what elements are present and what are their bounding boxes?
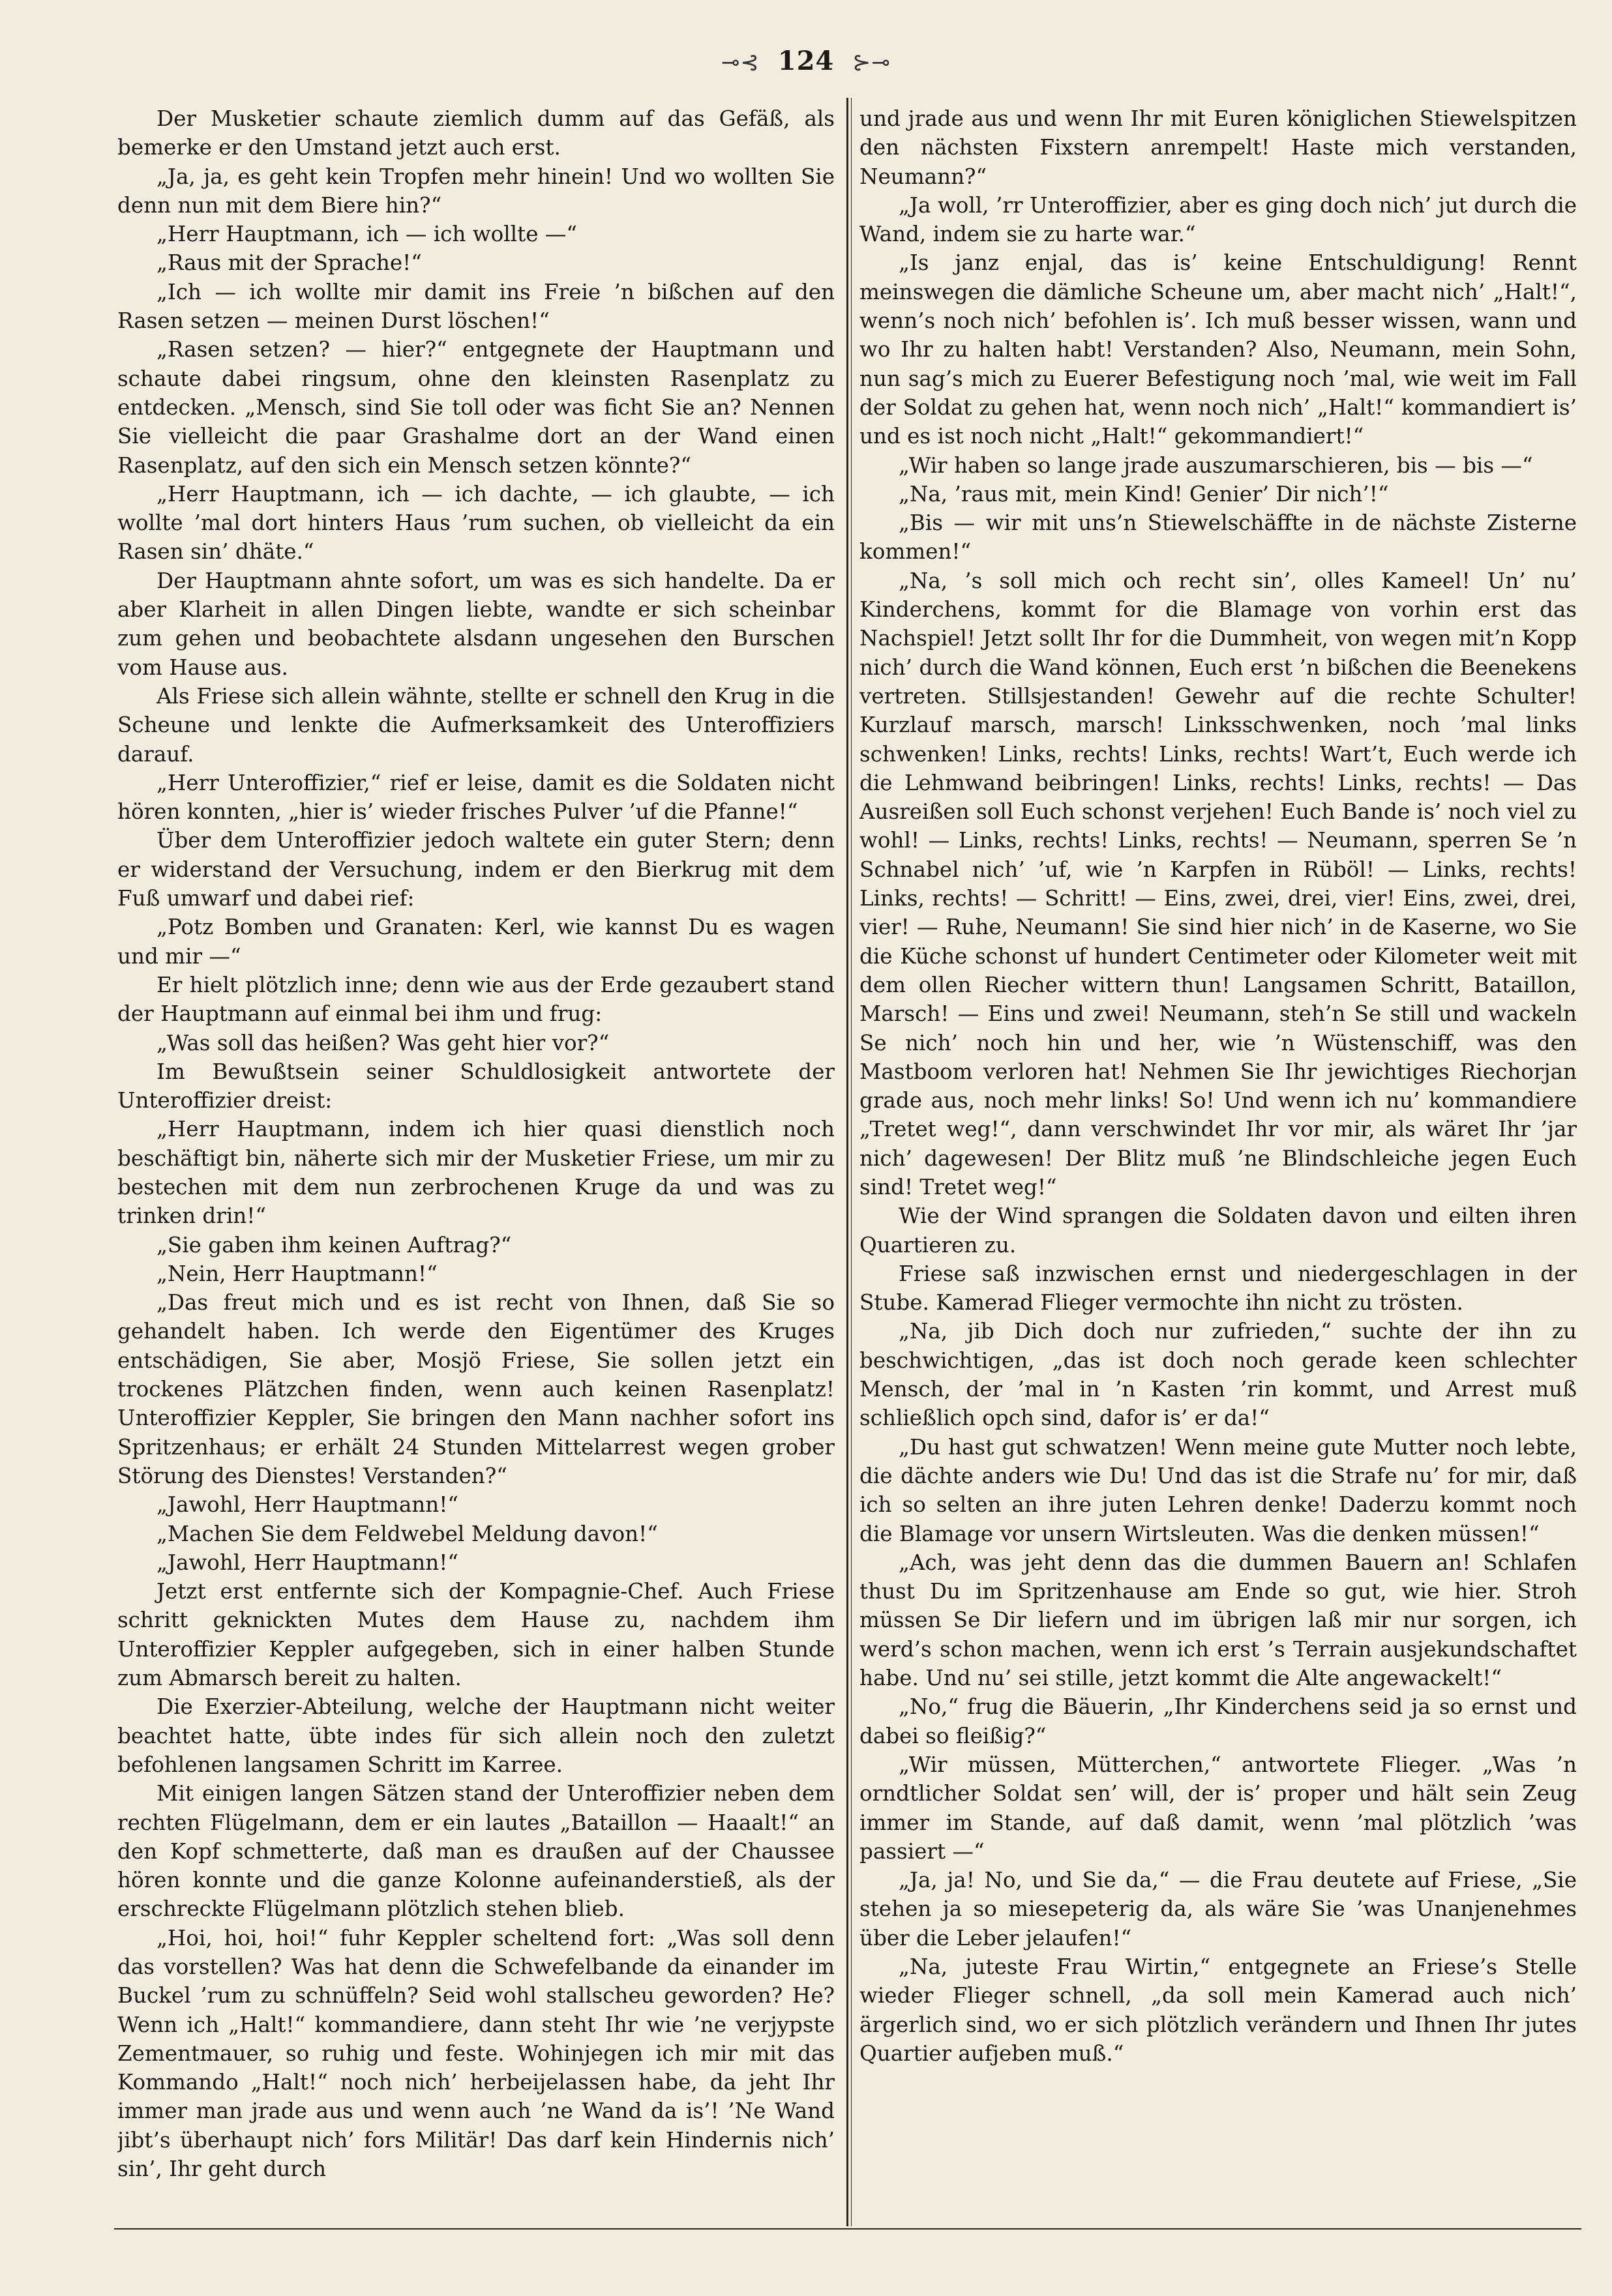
left-text-column xyxy=(117,104,835,2223)
page-number: 124 xyxy=(777,46,835,76)
paragraph: „Na, juteste Frau Wirtin,“ entgegnete an Friese’s Stelle wieder Flieger schnell, „da soll mein Kamerad auch nich’ ärgerlich sind, wo er sich plötzlich verändern und Ihnen Ihr jutes Quartier aufjeben muß.“ xyxy=(859,1954,1577,2066)
paragraph: „Was soll das heißen? Was geht hier vor?“ xyxy=(157,1030,610,1055)
column-divider xyxy=(846,98,848,2226)
column-divider-thin xyxy=(851,98,852,2226)
paragraph: Im Bewußtsein seiner Schuldlosigkeit antwortete der Unteroffizier dreist: xyxy=(117,1059,835,1113)
paragraph: „Potz Bomben und Granaten: Kerl, wie kannst Du es wagen und mir —“ xyxy=(117,915,835,969)
paragraph: Als Friese sich allein wähnte, stellte er schnell den Krug in die Scheune und lenkte die Aufmerksamkeit des Unteroffiziers darauf. xyxy=(117,683,835,767)
paragraph: und jrade aus und wenn Ihr mit Euren königlichen Stiewelspitzen den nächsten Fixstern anrempelt! Haste mich verstanden, Neumann?“ xyxy=(859,106,1577,189)
paragraph: Der Musketier schaute ziemlich dumm auf das Gefäß, als bemerke er den Umstand jetzt auch erst. xyxy=(117,106,835,160)
paragraph: Die Exerzier-Abteilung, welche der Hauptmann nicht weiter beachtet hatte, übte indes für sich allein noch den zuletzt befohlenen langsamen Schritt im Karree. xyxy=(117,1694,835,1777)
page-header xyxy=(0,46,1612,76)
bottom-rule xyxy=(114,2228,1581,2230)
paragraph: „Jawohl, Herr Hauptmann!“ xyxy=(157,1550,458,1575)
paragraph: „Wir haben so lange jrade auszumarschieren, bis — bis —“ xyxy=(899,452,1533,478)
paragraph: Wie der Wind sprangen die Soldaten davon und eilten ihren Quartieren zu. xyxy=(859,1203,1577,1258)
paragraph: „Machen Sie dem Feldwebel Meldung davon!“ xyxy=(157,1521,658,1546)
paragraph: „Na, ’raus mit, mein Kind! Genier’ Dir nich’!“ xyxy=(899,481,1389,507)
ornament-left: ⊸⊰ xyxy=(721,50,760,76)
paragraph: „Wir müssen, Mütterchen,“ antwortete Flieger. „Was ’n orndtlicher Soldat sen’ will, der is’ proper und hält sein Zeug immer im Stande, auf daß damit, wenn ’mal plötzlich ’was passiert —“ xyxy=(859,1752,1577,1864)
paragraph: „Du hast gut schwatzen! Wenn meine gute Mutter noch lebte, die dächte anders wie Du! Und das ist die Strafe nu’ for mir, daß ich so selten an ihre juten Lehren denke! Daderzu kommt noch die Blamage vor unsern Wirtsleuten. Was die denken müssen!“ xyxy=(859,1434,1577,1546)
paragraph: „Hoi, hoi, hoi!“ fuhr Keppler scheltend fort: „Was soll denn das vorstellen? Was hat denn die Schwefelbande da einander im Buckel ’rum zu schnüffeln? Seid wohl stallscheu geworden? He? Wenn ich „Halt!“ kommandiere, dann steht Ihr wie ’ne verjypste Zementmauer, so ruhig und feste. Wohinjegen ich mir mit das Kommando „Halt!“ noch nich’ herbeijelassen habe, da jeht Ihr immer man jrade aus und wenn auch ’ne Wand da is’! ’Ne Wand jibt’s überhaupt nich’ fors Militär! Das darf kein Hindernis nich’ sin’, Ihr geht durch xyxy=(117,1925,835,2182)
paragraph: „Ja, ja! No, und Sie da,“ — die Frau deutete auf Friese, „Sie stehen ja so miesepeterig da, als wäre Sie ’was Unanjenehmes über die Leber jelaufen!“ xyxy=(859,1868,1577,1950)
paragraph: Friese saß inzwischen ernst und niedergeschlagen in der Stube. Kamerad Flieger vermochte ihn nicht zu trösten. xyxy=(859,1261,1577,1316)
paragraph: „Ja, ja, es geht kein Tropfen mehr hinein! Und wo wollten Sie denn nun mit dem Biere hin?“ xyxy=(117,164,835,218)
paragraph: „No,“ frug die Bäuerin, „Ihr Kinderchens seid ja so ernst und dabei so fleißig?“ xyxy=(859,1694,1577,1748)
paragraph: Über dem Unteroffizier jedoch waltete ein guter Stern; denn er widerstand der Versuchung, indem er den Bierkrug mit dem Fuß umwarf und dabei rief: xyxy=(117,828,835,911)
ornament-right: ⊱⊸ xyxy=(852,50,891,76)
paragraph: „Herr Hauptmann, indem ich hier quasi dienstlich noch beschäftigt bin, näherte sich mir der Musketier Friese, um mir zu bestechen mit dem nun zerbrochenen Kruge da und was zu trinken drin!“ xyxy=(117,1117,835,1229)
paragraph: „Herr Hauptmann, ich — ich dachte, — ich glaubte, — ich wollte ’mal dort hinters Haus ’rum suchen, ob vielleicht da ein Rasen sin’ dhäte.“ xyxy=(117,481,835,565)
paragraph: „Ja woll, ’rr Unteroffizier, aber es ging doch nich’ jut durch die Wand, indem sie zu harte war.“ xyxy=(859,192,1577,247)
paragraph: Der Hauptmann ahnte sofort, um was es sich handelte. Da er aber Klarheit in allen Dingen liebte, wandte er sich scheinbar zum gehen und beobachtete alsdann ungesehen den Burschen vom Hause aus. xyxy=(117,568,835,680)
paragraph: „Ach, was jeht denn das die dummen Bauern an! Schlafen thust Du im Spritzenhause am Ende so gut, wie hier. Stroh müssen Se Dir liefern und im übrigen laß mir nur sorgen, ich werd’s schon machen, wenn ich erst ’s Terrain ausjekundschaftet habe. Und nu’ sei stille, jetzt kommt die Alte angewackelt!“ xyxy=(859,1550,1577,1691)
paragraph: Jetzt erst entfernte sich der Kompagnie-Chef. Auch Friese schritt geknickten Mutes dem Hause zu, nachdem ihm Unteroffizier Keppler aufgegeben, sich in einer halben Stunde zum Abmarsch bereit zu halten. xyxy=(117,1579,835,1691)
paragraph: „Raus mit der Sprache!“ xyxy=(157,250,422,276)
paragraph: Mit einigen langen Sätzen stand der Unteroffizier neben dem rechten Flügelmann, dem er ein lautes „Bataillon — Haaalt!“ an den Kopf schmetterte, daß man es draußen auf der Chaussee hören konnte und die ganze Kolonne aufeinanderstieß, als der erschreckte Flügelmann plötzlich stehen blieb. xyxy=(117,1781,835,1922)
paragraph: „Is janz enjal, das is’ keine Entschuldigung! Rennt meinswegen die dämliche Scheune um, aber macht nich’ „Halt!“, wenn’s noch nich’ befohlen is’. Ich muß besser wissen, wann und wo Ihr zu halten habt! Verstanden? Also, Neumann, mein Sohn, nun sag’s mich zu Euerer Befestigung noch ’mal, wie weit im Fall der Soldat zu gehen hat, wenn noch nich’ „Halt!“ kommandiert is’ und es ist noch nicht „Halt!“ gekommandiert!“ xyxy=(859,250,1577,449)
paragraph: „Herr Unteroffizier,“ rief er leise, damit es die Soldaten nicht hören konnten, „hier is’ wieder frisches Pulver ’uf die Pfanne!“ xyxy=(117,770,835,825)
paragraph: „Das freut mich und es ist recht von Ihnen, daß Sie so gehandelt haben. Ich werde den Eigentümer des Kruges entschädigen, Sie aber, Mosjö Friese, Sie sollen jetzt ein trockenes Plätzchen finden, wenn auch keinen Rasenplatz! Unteroffizier Keppler, Sie bringen den Mann nachher sofort ins Spritzenhaus; er erhält 24 Stunden Mittelarrest wegen grober Störung des Dienstes! Verstanden?“ xyxy=(117,1290,835,1488)
paragraph: „Jawohl, Herr Hauptmann!“ xyxy=(157,1492,458,1518)
paragraph: „Sie gaben ihm keinen Auftrag?“ xyxy=(157,1232,512,1258)
paragraph: Er hielt plötzlich inne; denn wie aus der Erde gezaubert stand der Hauptmann auf einmal bei ihm und frug: xyxy=(117,972,835,1027)
paragraph: „Na, ’s soll mich och recht sin’, olles Kameel! Un’ nu’ Kinderchens, kommt for die Blamage von vorhin erst das Nachspiel! Jetzt sollt Ihr for die Dummheit, von wegen mit’n Kopp nich’ durch die Wand können, Euch erst ’n bißchen die Beenekens vertreten. Stillsjestanden! Gewehr auf die rechte Schulter! Kurzlauf marsch, marsch! Linksschwenken, noch ’mal links schwenken! Links, rechts! Links, rechts! Wart’t, Euch werde ich die Lehmwand beibringen! Links, rechts! Links, rechts! — Das Ausreißen soll Euch schonst verjehen! Euch Bande is’ noch viel zu wohl! — Links, rechts! Links, rechts! — Neumann, sperren Se ’n Schnabel nich’ ’uf, wie ’n Karpfen in Rüböl! — Links, rechts! Links, rechts! — Schritt! — Eins, zwei, drei, vier! Eins, zwei, drei, vier! — Ruhe, Neumann! Sie sind hier nich’ in de Kaserne, wo Sie die Küche schonst uf hundert Centimeter oder Kilometer weit mit dem ollen Riecher wittern thun! Langsamen Schritt, Bataillon, Marsch! — Eins und zwei! Neumann, steh’n Se still und wackeln Se nich’ noch hin und her, wie ’n Wüstenschiff, was den Mastboom verloren hat! Nehmen Sie Ihr jewichtiges Riechorjan grade aus, noch mehr links! So! Und wenn ich nu’ kommandiere „Tretet weg!“, dann verschwindet Ihr vor mir, als wäret Ihr ’jar nich’ dagewesen! Der Blitz muß ’ne Blindschleiche jegen Euch sind! Tretet weg!“ xyxy=(859,568,1577,1200)
paragraph: „Na, jib Dich doch nur zufrieden,“ suchte der ihn zu beschwichtigen, „das ist doch noch gerade keen schlechter Mensch, der ’mal in ’n Kasten ’rin kommt, und Arrest muß schließlich opch sind, dafor is’ er da!“ xyxy=(859,1319,1577,1431)
right-text-column xyxy=(859,104,1577,2223)
paragraph: „Herr Hauptmann, ich — ich wollte —“ xyxy=(157,222,578,247)
paragraph: „Nein, Herr Hauptmann!“ xyxy=(157,1261,438,1286)
paragraph: „Ich — ich wollte mir damit ins Freie ’n bißchen auf den Rasen setzen — meinen Durst löschen!“ xyxy=(117,279,835,334)
paragraph: „Rasen setzen? — hier?“ entgegnete der Hauptmann und schaute dabei ringsum, ohne den kleinsten Rasenplatz zu entdecken. „Mensch, sind Sie toll oder was ficht Sie an? Nennen Sie vielleicht die paar Grashalme dort an der Wand einen Rasenplatz, auf den sich ein Mensch setzen könnte?“ xyxy=(117,337,835,478)
paragraph: „Bis — wir mit uns’n Stiewelschäffte in de nächste Zisterne kommen!“ xyxy=(859,510,1577,565)
